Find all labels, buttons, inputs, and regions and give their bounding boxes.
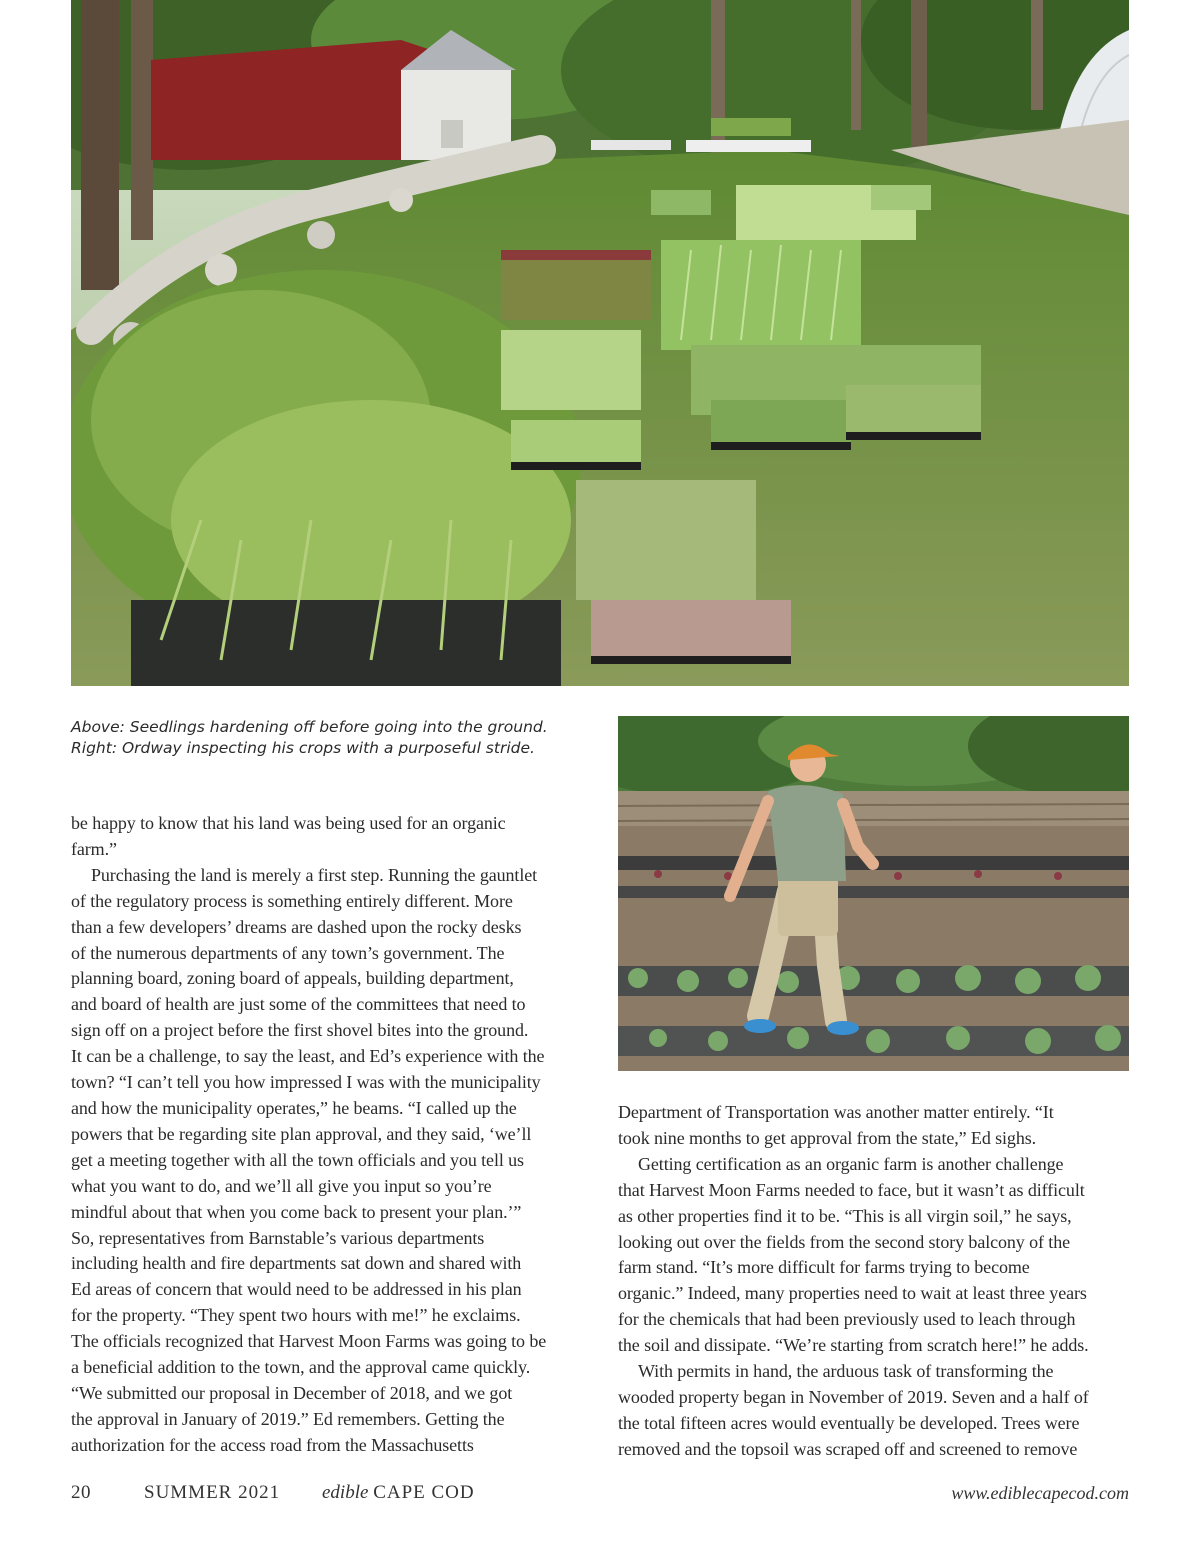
body-line: looking out over the fields from the second story balcony of the [618, 1231, 1070, 1252]
magazine-title-edible: edible [322, 1482, 369, 1503]
article-body-left-column [71, 811, 583, 1459]
body-line: organic.” Indeed, many properties need to wait at least three years [618, 1283, 1087, 1304]
paragraph-start-line: Getting certification as an organic farm is another challenge [638, 1153, 1064, 1174]
body-line: for the property. “They spent two hours with me!” he exclaims. [71, 1305, 521, 1326]
body-line: wooded property began in November of 2019. Seven and a half of [618, 1386, 1089, 1407]
body-line: The officials recognized that Harvest Moon Farms was going to be [71, 1331, 547, 1352]
body-line: mindful about that when you come back to present your plan.’” [71, 1201, 522, 1222]
body-line: So, representatives from Barnstable’s various departments [71, 1227, 485, 1248]
body-line: and board of health are just some of the committees that need to [71, 994, 526, 1015]
body-line: sign off on a project before the first shovel bites into the ground. [71, 1020, 529, 1041]
page-number: 20 [71, 1482, 91, 1503]
body-line: Ed areas of concern that would need to be addressed in his plan [71, 1279, 522, 1300]
body-line: removed and the topsoil was scraped off and screened to remove [618, 1438, 1078, 1459]
body-line: of the numerous departments of any town’s government. The [71, 942, 505, 963]
body-line: the soil and dissipate. “We’re starting from scratch here!” he adds. [618, 1335, 1089, 1356]
ordway-photo-illustration [618, 716, 1129, 1071]
body-line: powers that be regarding site plan approval, and they said, ‘we’ll [71, 1123, 532, 1144]
body-line: as other properties find it to be. “This is all virgin soil,” he says, [618, 1205, 1072, 1226]
body-line: what you want to do, and we’ll all give you input so you’re [71, 1175, 492, 1196]
magazine-title-name: CAPE COD [373, 1482, 475, 1503]
body-line: town? “I can’t tell you how impressed I was with the municipality [71, 1072, 541, 1093]
body-line: a beneficial addition to the town, and the approval came quickly. [71, 1357, 531, 1378]
body-line: the approval in January of 2019.” Ed remembers. Getting the [71, 1408, 505, 1429]
body-line: It can be a challenge, to say the least, and Ed’s experience with the [71, 1046, 545, 1067]
body-line: farm stand. “It’s more difficult for farms trying to become [618, 1257, 1030, 1278]
seedlings-photo-illustration [71, 0, 1129, 686]
seedlings-photo [71, 0, 1129, 686]
body-line: for the chemicals that had been previously used to leach through [618, 1309, 1076, 1330]
body-line: including health and fire departments sat down and shared with [71, 1253, 522, 1274]
paragraph-start-line: With permits in hand, the arduous task of transforming the [638, 1361, 1054, 1382]
body-line: took nine months to get approval from the state,” Ed sighs. [618, 1127, 1037, 1148]
body-line: Department of Transportation was another matter entirely. “It [618, 1102, 1054, 1122]
caption-line-above: Above: Seedlings hardening off before going into the ground. [71, 718, 548, 736]
body-line: that Harvest Moon Farms needed to face, but it wasn’t as difficult [618, 1179, 1085, 1200]
body-line: of the regulatory process is something entirely different. More [71, 890, 513, 911]
article-body-right-column [618, 1100, 1130, 1463]
body-line: be happy to know that his land was being used for an organic [71, 813, 506, 833]
body-line: authorization for the access road from the Massachusetts [71, 1434, 474, 1455]
caption-line-right: Right: Ordway inspecting his crops with a purposeful stride. [71, 739, 535, 757]
body-line: “We submitted our proposal in December of 2018, and we got [71, 1382, 513, 1403]
ordway-photo [618, 716, 1129, 1071]
body-line: and how the municipality operates,” he beams. “I called up the [71, 1097, 517, 1118]
website-url: www.ediblecapecod.com [951, 1483, 1129, 1503]
body-line: planning board, zoning board of appeals, building department, [71, 968, 514, 989]
body-line: than a few developers’ dreams are dashed upon the rocky desks [71, 916, 522, 937]
body-line: farm.” [71, 838, 117, 859]
paragraph-start-line: Purchasing the land is merely a first step. Running the gauntlet [91, 864, 538, 885]
photo-caption [71, 717, 601, 759]
body-line: get a meeting together with all the town officials and you tell us [71, 1149, 524, 1170]
body-line: the total fifteen acres would eventually be developed. Trees were [618, 1412, 1080, 1433]
issue-label: SUMMER 2021 [144, 1482, 281, 1503]
magazine-title [322, 1482, 475, 1504]
